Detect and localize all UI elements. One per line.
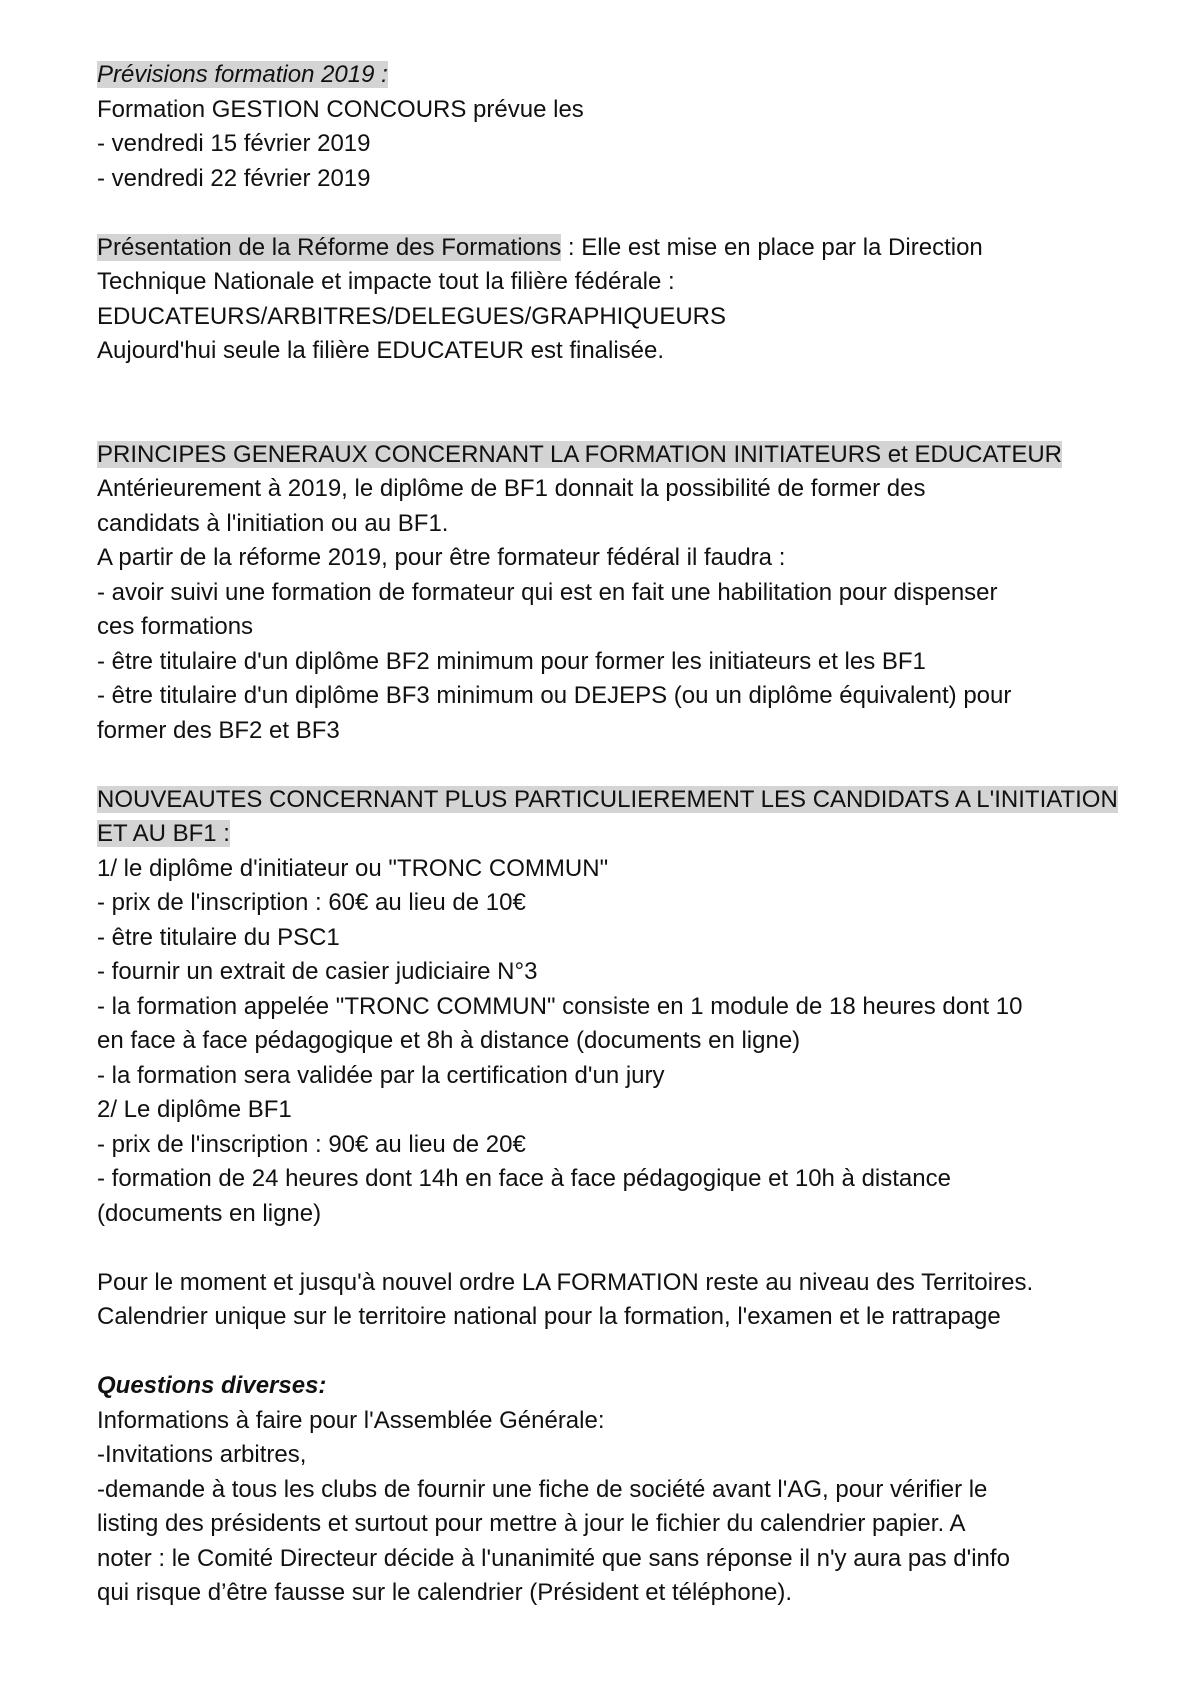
- principes-line: - être titulaire d'un diplôme BF2 minimum pour former les initiateurs et les BF1: [97, 647, 926, 675]
- nouveautes-line: - prix de l'inscription : 60€ au lieu de 10€: [97, 889, 526, 916]
- principes-heading: PRINCIPES GENERAUX CONCERNANT LA FORMATION INITIATEURS et EDUCATEUR: [97, 440, 1063, 468]
- questions-line: -demande à tous les clubs de fournir une fiche de société avant l'AG, pour vérifier le: [97, 1475, 988, 1503]
- nouveautes-line: - la formation appelée "TRONC COMMUN" consiste en 1 module de 18 heures dont 10: [97, 992, 1023, 1020]
- nouveautes-line: (documents en ligne): [97, 1199, 322, 1227]
- previsions-heading: Prévisions formation 2019 :: [97, 61, 388, 88]
- nouveautes-heading-line2: ET AU BF1 :: [97, 820, 230, 847]
- nouveautes-line: - prix de l'inscription : 90€ au lieu de 20€: [97, 1130, 526, 1158]
- questions-line: noter : le Comité Directeur décide à l'unanimité que sans réponse il n'y aura pas d'info: [97, 1544, 1010, 1572]
- previsions-line: Formation GESTION CONCOURS prévue les: [97, 95, 584, 123]
- nouveautes-line: - être titulaire du PSC1: [97, 923, 340, 951]
- principes-line: candidats à l'initiation ou au BF1.: [97, 509, 449, 537]
- principes-line: Antérieurement à 2019, le diplôme de BF1 donnait la possibilité de former des: [97, 475, 926, 502]
- reforme-line: Aujourd'hui seule la filière EDUCATEUR est finalisée.: [97, 337, 665, 364]
- questions-heading: Questions diverses:: [97, 1372, 327, 1399]
- reforme-line: Technique Nationale et impacte tout la filière fédérale :: [97, 268, 675, 295]
- section-questions: [97, 1369, 1137, 1611]
- nouveautes-line: - la formation sera validée par la certification d'un jury: [97, 1061, 665, 1089]
- nouveautes-line: 1/ le diplôme d'initiateur ou "TRONC COMMUN": [97, 854, 609, 882]
- previsions-line: - vendredi 22 février 2019: [97, 164, 371, 192]
- territoires-line: Pour le moment et jusqu'à nouvel ordre LA FORMATION reste au niveau des Territoires.: [97, 1268, 1034, 1296]
- section-reforme: [97, 231, 1137, 369]
- section-principes: [97, 438, 1137, 749]
- document-page: [97, 58, 1137, 1611]
- section-nouveautes: [97, 783, 1137, 1232]
- nouveautes-line: - formation de 24 heures dont 14h en face à face pédagogique et 10h à distance: [97, 1165, 951, 1192]
- principes-line: ces formations: [97, 613, 254, 640]
- nouveautes-line: en face à face pédagogique et 8h à distance (documents en ligne): [97, 1027, 801, 1054]
- reforme-heading-rest: : Elle est mise en place par la Direction: [561, 233, 983, 261]
- questions-line: listing des présidents et surtout pour mettre à jour le fichier du calendrier papier. A: [97, 1510, 966, 1537]
- nouveautes-heading-line1: NOUVEAUTES CONCERNANT PLUS PARTICULIEREMENT LES CANDIDATS A L'INITIATION: [97, 785, 1118, 813]
- previsions-line: - vendredi 15 février 2019: [97, 130, 371, 157]
- questions-line: qui risque d’être fausse sur le calendrier (Président et téléphone).: [97, 1579, 793, 1606]
- principes-line: former des BF2 et BF3: [97, 716, 340, 744]
- questions-line: -Invitations arbitres,: [97, 1441, 307, 1468]
- reforme-line: EDUCATEURS/ARBITRES/DELEGUES/GRAPHIQUEURS: [97, 302, 727, 330]
- nouveautes-line: 2/ Le diplôme BF1: [97, 1096, 292, 1123]
- principes-line: - être titulaire d'un diplôme BF3 minimum ou DEJEPS (ou un diplôme équivalent) pour: [97, 682, 1012, 709]
- section-territoires: [97, 1266, 1137, 1335]
- nouveautes-line: - fournir un extrait de casier judiciaire N°3: [97, 958, 538, 985]
- principes-line: A partir de la réforme 2019, pour être formateur fédéral il faudra :: [97, 544, 786, 571]
- territoires-line: Calendrier unique sur le territoire national pour la formation, l'examen et le rattrapage: [97, 1303, 1001, 1330]
- principes-line: - avoir suivi une formation de formateur qui est en fait une habilitation pour dispenser: [97, 578, 998, 606]
- section-previsions: [97, 58, 1137, 196]
- reforme-heading: Présentation de la Réforme des Formations: [97, 233, 562, 261]
- questions-line: Informations à faire pour l'Assemblée Générale:: [97, 1406, 605, 1434]
